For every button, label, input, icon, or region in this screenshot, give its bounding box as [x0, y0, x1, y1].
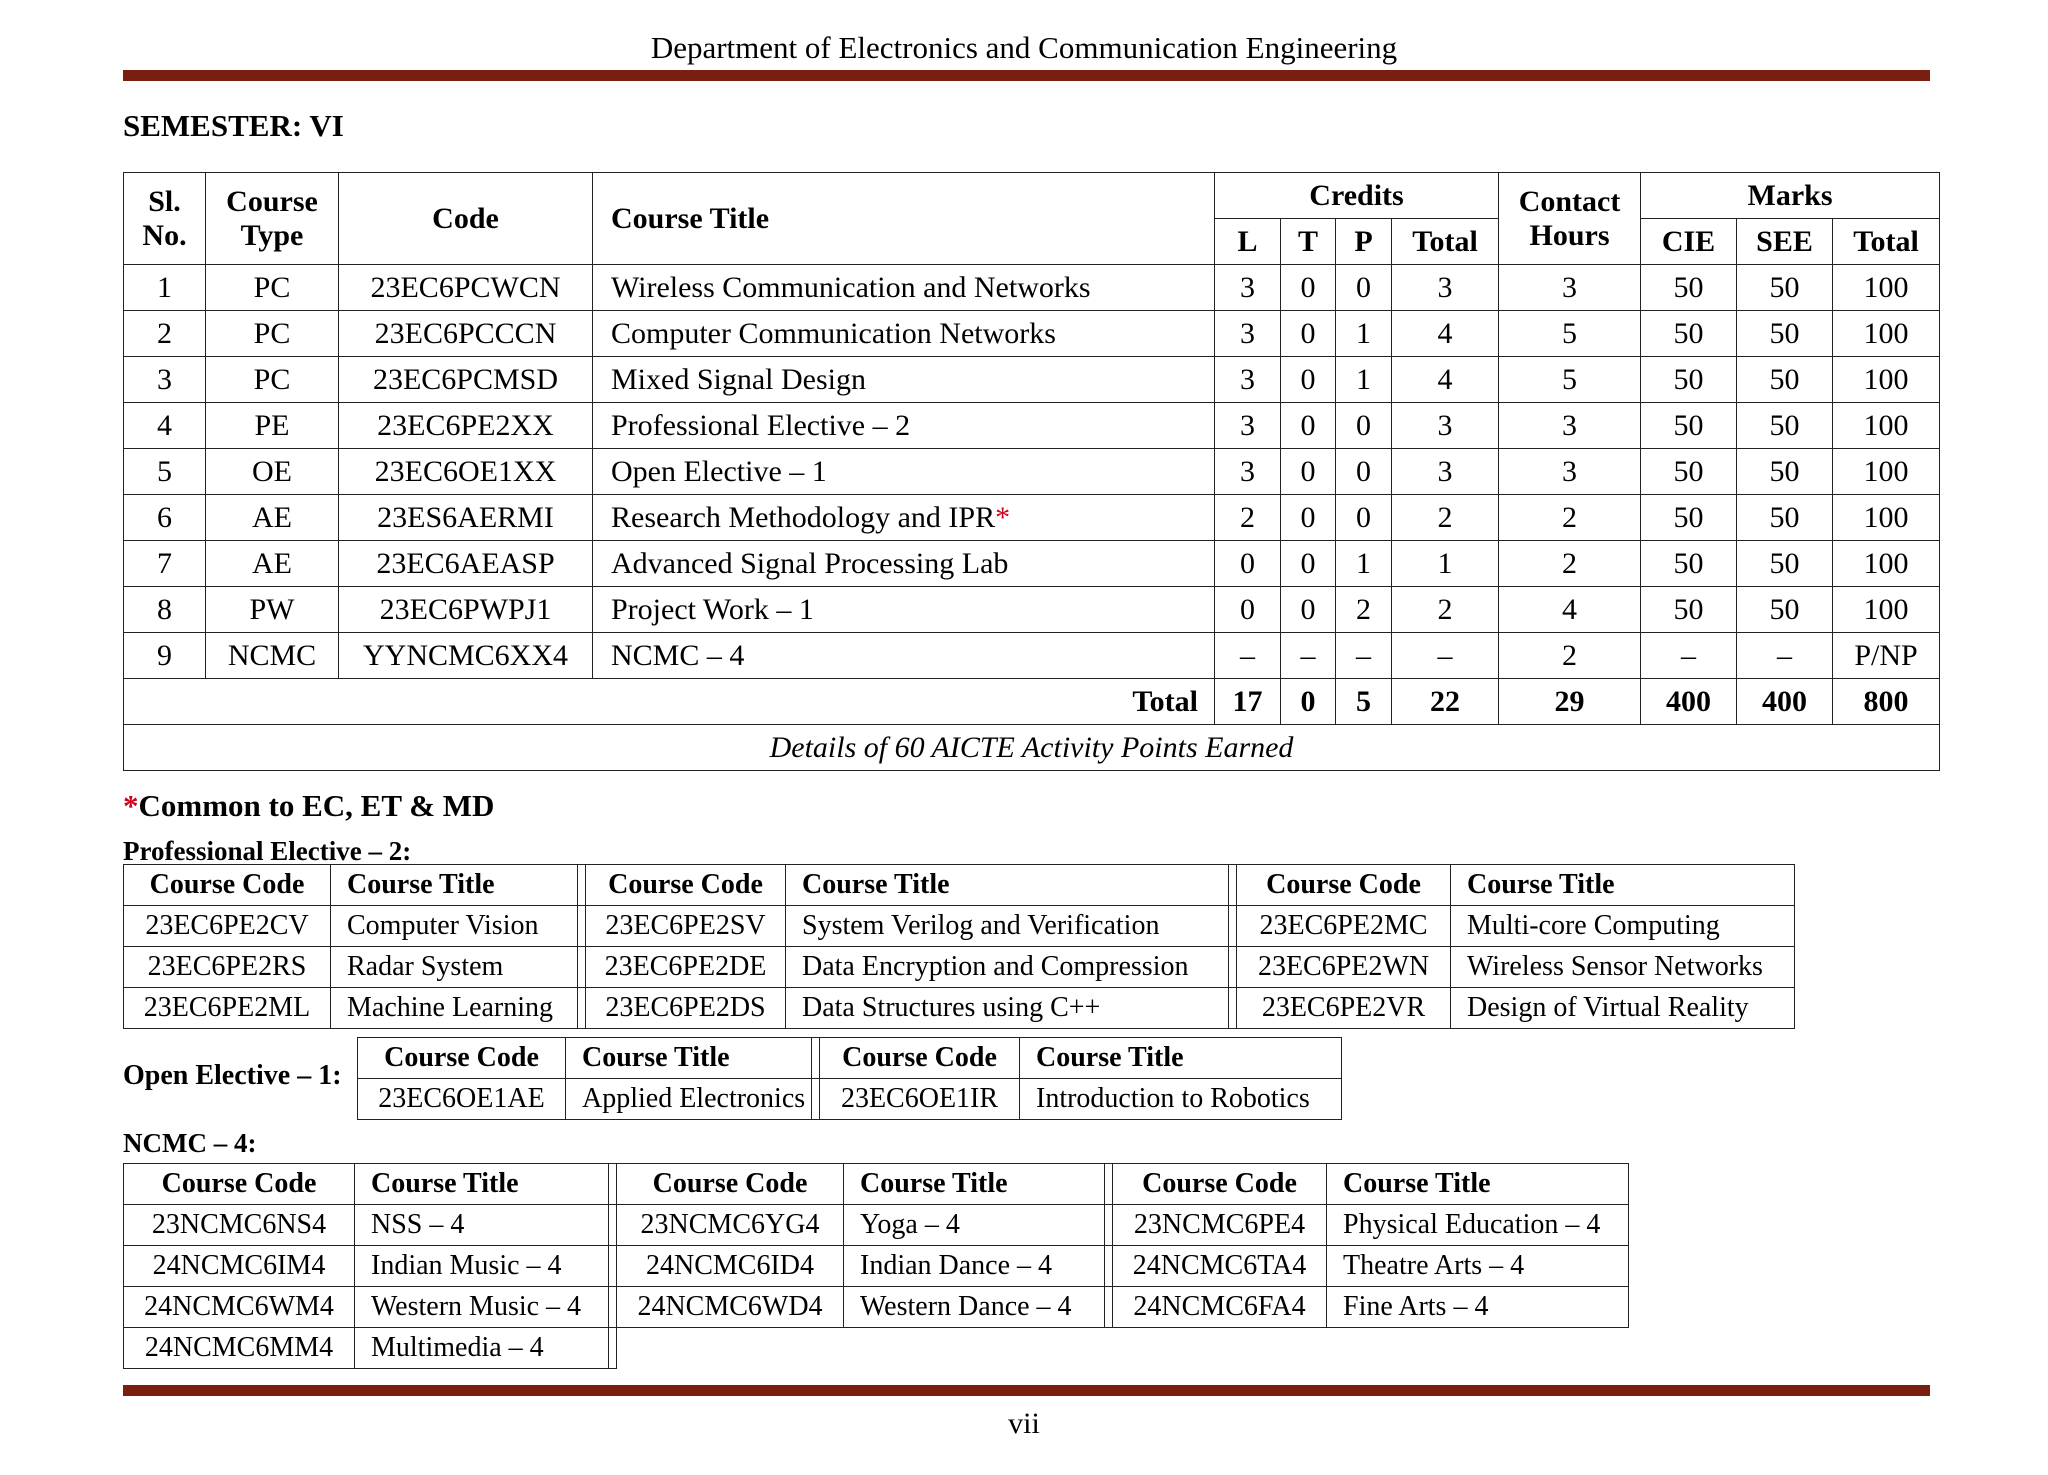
course-code: 23EC6OE1IR — [820, 1079, 1020, 1120]
table-row — [124, 947, 1795, 988]
marks-cie: 50 — [1641, 495, 1737, 541]
course-type: OE — [206, 449, 339, 495]
column-divider — [578, 906, 586, 947]
course-row — [124, 357, 1940, 403]
marks-see: 50 — [1737, 541, 1833, 587]
course-title-header: Course Title — [786, 865, 1229, 906]
footer-rule — [123, 1385, 1930, 1396]
course-title — [593, 403, 1215, 449]
credit-P: 2 — [1336, 587, 1392, 633]
contact-hours: 2 — [1499, 541, 1641, 587]
contact-hours: 2 — [1499, 633, 1641, 679]
credit-L: 3 — [1215, 403, 1281, 449]
column-divider — [1105, 1205, 1113, 1246]
credit-L: 3 — [1215, 357, 1281, 403]
credit-L: 0 — [1215, 541, 1281, 587]
course-code: 24NCMC6TA4 — [1113, 1246, 1327, 1287]
course-title-header: Course Title — [355, 1164, 609, 1205]
page-number: vii — [1008, 1407, 1040, 1440]
contact-hours: 4 — [1499, 587, 1641, 633]
credit-T: 0 — [1281, 587, 1336, 633]
course-code: 23NCMC6YG4 — [617, 1205, 844, 1246]
marks-cie: – — [1641, 633, 1737, 679]
sl-no: 9 — [124, 633, 206, 679]
course-code: YYNCMC6XX4 — [339, 633, 593, 679]
credit-T: – — [1281, 633, 1336, 679]
course-row — [124, 541, 1940, 587]
course-title: Indian Music – 4 — [355, 1246, 609, 1287]
credit-P: 0 — [1336, 403, 1392, 449]
totals-credits: 22 — [1392, 679, 1499, 725]
marks-cie: 50 — [1641, 541, 1737, 587]
course-type: PC — [206, 311, 339, 357]
marks-total: 100 — [1833, 403, 1940, 449]
marks-see: 50 — [1737, 495, 1833, 541]
course-title — [593, 587, 1215, 633]
course-code-header: Course Code — [617, 1164, 844, 1205]
sl-no: 6 — [124, 495, 206, 541]
totals-hours: 29 — [1499, 679, 1641, 725]
course-code: 24NCMC6ID4 — [617, 1246, 844, 1287]
course-code: 23EC6PE2VR — [1237, 988, 1451, 1029]
course-code-header: Course Code — [124, 1164, 355, 1205]
marks-total: 100 — [1833, 541, 1940, 587]
sl-no: 7 — [124, 541, 206, 587]
course-title-text: Research Methodology and IPR — [611, 500, 996, 534]
totals-P: 5 — [1336, 679, 1392, 725]
course-title: Fine Arts – 4 — [1327, 1287, 1629, 1328]
marks-see: 50 — [1737, 403, 1833, 449]
course-row — [124, 495, 1940, 541]
credit-T: 0 — [1281, 449, 1336, 495]
marks-see: 50 — [1737, 265, 1833, 311]
totals-L: 17 — [1215, 679, 1281, 725]
course-code: 23NCMC6NS4 — [124, 1205, 355, 1246]
course-code: 24NCMC6FA4 — [1113, 1287, 1327, 1328]
marks-see: 50 — [1737, 587, 1833, 633]
course-code: 24NCMC6WM4 — [124, 1287, 355, 1328]
sl-no: 3 — [124, 357, 206, 403]
course-title-header: Course Title — [1327, 1164, 1629, 1205]
semester-course-table — [123, 172, 1940, 771]
course-type: AE — [206, 495, 339, 541]
credit-total: 3 — [1392, 403, 1499, 449]
marks-cie: 50 — [1641, 265, 1737, 311]
table-row — [124, 1246, 1629, 1287]
column-divider — [609, 1164, 617, 1205]
course-title: Machine Learning — [331, 988, 578, 1029]
course-code-header: Course Code — [124, 865, 331, 906]
course-code-header: Course Code — [358, 1038, 566, 1079]
semester-heading: SEMESTER: VI — [123, 108, 344, 143]
aicte-row — [124, 725, 1940, 771]
credit-total: 2 — [1392, 587, 1499, 633]
marks-total: 100 — [1833, 587, 1940, 633]
course-row — [124, 449, 1940, 495]
header-rule — [123, 70, 1930, 81]
header-code: Code — [339, 173, 593, 265]
course-code: 23EC6PE2XX — [339, 403, 593, 449]
course-title: Western Music – 4 — [355, 1287, 609, 1328]
course-code: 23EC6PE2MC — [1237, 906, 1451, 947]
credit-T: 0 — [1281, 357, 1336, 403]
column-divider — [1105, 1164, 1113, 1205]
department-header: Department of Electronics and Communication Engineering — [650, 30, 1398, 65]
column-divider — [1229, 988, 1237, 1029]
course-row — [124, 403, 1940, 449]
course-code-header: Course Code — [1237, 865, 1451, 906]
marks-total: 100 — [1833, 265, 1940, 311]
empty-cell — [617, 1328, 844, 1369]
column-divider — [812, 1079, 820, 1120]
course-code: 23EC6PE2RS — [124, 947, 331, 988]
marks-cie: 50 — [1641, 311, 1737, 357]
credit-P: 0 — [1336, 495, 1392, 541]
course-title-text: Open Elective – 1 — [611, 454, 827, 488]
column-divider — [609, 1205, 617, 1246]
course-code-header: Course Code — [820, 1038, 1020, 1079]
course-title-text: Wireless Communication and Networks — [611, 270, 1091, 304]
column-divider — [578, 865, 586, 906]
course-title-text: Project Work – 1 — [611, 592, 814, 626]
column-divider — [1229, 947, 1237, 988]
credit-L: 3 — [1215, 449, 1281, 495]
table-row — [124, 1287, 1629, 1328]
course-title: Multi-core Computing — [1451, 906, 1795, 947]
marks-cie: 50 — [1641, 587, 1737, 633]
credit-P: 1 — [1336, 357, 1392, 403]
course-code: 24NCMC6MM4 — [124, 1328, 355, 1369]
marks-see: 50 — [1737, 311, 1833, 357]
course-title — [593, 265, 1215, 311]
credit-total: 1 — [1392, 541, 1499, 587]
course-code: 23EC6PCCCN — [339, 311, 593, 357]
course-title — [593, 311, 1215, 357]
sl-no: 2 — [124, 311, 206, 357]
credit-total: 4 — [1392, 357, 1499, 403]
column-divider — [812, 1038, 820, 1079]
credit-L: 3 — [1215, 311, 1281, 357]
course-row — [124, 633, 1940, 679]
course-title: System Verilog and Verification — [786, 906, 1229, 947]
course-type: NCMC — [206, 633, 339, 679]
course-code-header: Course Code — [586, 865, 786, 906]
column-divider — [1105, 1246, 1113, 1287]
course-code-header: Course Code — [1113, 1164, 1327, 1205]
credit-P: 0 — [1336, 449, 1392, 495]
marks-total: 100 — [1833, 495, 1940, 541]
marks-see: 50 — [1737, 449, 1833, 495]
course-title — [593, 633, 1215, 679]
course-code: 23ES6AERMI — [339, 495, 593, 541]
aicte-note: Details of 60 AICTE Activity Points Earned — [124, 725, 1940, 771]
course-title: NSS – 4 — [355, 1205, 609, 1246]
sl-no: 8 — [124, 587, 206, 633]
contact-hours: 2 — [1499, 495, 1641, 541]
course-title-text: NCMC – 4 — [611, 638, 745, 672]
course-code: 23NCMC6PE4 — [1113, 1205, 1327, 1246]
empty-cell — [844, 1328, 1105, 1369]
common-note — [123, 788, 494, 824]
course-code: 24NCMC6IM4 — [124, 1246, 355, 1287]
course-title: Introduction to Robotics — [1020, 1079, 1342, 1120]
credit-total: 4 — [1392, 311, 1499, 357]
course-code: 23EC6PE2WN — [1237, 947, 1451, 988]
header-marks-total: Total — [1833, 219, 1940, 265]
course-title: Yoga – 4 — [844, 1205, 1105, 1246]
common-note-text: Common to EC, ET & MD — [138, 788, 495, 823]
course-code: 23EC6PE2CV — [124, 906, 331, 947]
course-type: AE — [206, 541, 339, 587]
credit-L: 3 — [1215, 265, 1281, 311]
header-P: P — [1336, 219, 1392, 265]
course-type: PW — [206, 587, 339, 633]
marks-cie: 50 — [1641, 403, 1737, 449]
credit-total: 3 — [1392, 449, 1499, 495]
course-title-header: Course Title — [1020, 1038, 1342, 1079]
course-row — [124, 587, 1940, 633]
course-code: 23EC6PE2SV — [586, 906, 786, 947]
asterisk-mark: * — [123, 788, 139, 823]
course-title — [593, 357, 1215, 403]
course-code: 23EC6PE2DS — [586, 988, 786, 1029]
professional-elective-label: Professional Elective – 2: — [123, 836, 412, 866]
marks-total: 100 — [1833, 311, 1940, 357]
professional-elective-table — [123, 864, 1795, 1029]
course-title: Wireless Sensor Networks — [1451, 947, 1795, 988]
credit-total: 3 — [1392, 265, 1499, 311]
totals-T: 0 — [1281, 679, 1336, 725]
course-code: 23EC6OE1AE — [358, 1079, 566, 1120]
course-title-text: Advanced Signal Processing Lab — [611, 546, 1009, 580]
ncmc-label: NCMC – 4: — [123, 1128, 257, 1158]
course-title — [593, 495, 1215, 541]
contact-hours: 3 — [1499, 449, 1641, 495]
course-title-text: Professional Elective – 2 — [611, 408, 911, 442]
open-elective-label: Open Elective – 1: — [123, 1060, 342, 1091]
contact-hours: 5 — [1499, 311, 1641, 357]
open-elective-table — [357, 1037, 1342, 1120]
column-divider — [578, 947, 586, 988]
course-code: 23EC6PE2DE — [586, 947, 786, 988]
course-code: 23EC6AEASP — [339, 541, 593, 587]
header-see: SEE — [1737, 219, 1833, 265]
totals-cie: 400 — [1641, 679, 1737, 725]
contact-hours: 3 — [1499, 403, 1641, 449]
course-title: Applied Electronics — [566, 1079, 812, 1120]
credit-T: 0 — [1281, 403, 1336, 449]
course-title-header: Course Title — [566, 1038, 812, 1079]
course-code: 24NCMC6WD4 — [617, 1287, 844, 1328]
course-title-text: Computer Communication Networks — [611, 316, 1056, 350]
credit-L: 0 — [1215, 587, 1281, 633]
course-title: Data Encryption and Compression — [786, 947, 1229, 988]
course-title-header: Course Title — [1451, 865, 1795, 906]
credit-T: 0 — [1281, 495, 1336, 541]
header-T: T — [1281, 219, 1336, 265]
course-code: 23EC6PE2ML — [124, 988, 331, 1029]
contact-hours: 5 — [1499, 357, 1641, 403]
marks-total: 100 — [1833, 449, 1940, 495]
column-divider — [1105, 1287, 1113, 1328]
course-title — [593, 449, 1215, 495]
totals-label: Total — [124, 679, 1215, 725]
course-title-text: Mixed Signal Design — [611, 362, 866, 396]
table-row — [124, 906, 1795, 947]
sl-no: 5 — [124, 449, 206, 495]
table-row — [124, 1328, 1629, 1369]
course-title-header: Course Title — [844, 1164, 1105, 1205]
column-divider — [1229, 906, 1237, 947]
header-L: L — [1215, 219, 1281, 265]
table-row — [124, 1205, 1629, 1246]
column-divider — [609, 1246, 617, 1287]
credit-total: 2 — [1392, 495, 1499, 541]
totals-see: 400 — [1737, 679, 1833, 725]
header-contact-hours: Contact Hours — [1499, 173, 1641, 265]
asterisk-mark: * — [995, 500, 1011, 534]
marks-total: P/NP — [1833, 633, 1940, 679]
header-course-type: Course Type — [206, 173, 339, 265]
header-sl-no: Sl. No. — [124, 173, 206, 265]
course-title: Theatre Arts – 4 — [1327, 1246, 1629, 1287]
column-divider — [578, 988, 586, 1029]
totals-marks: 800 — [1833, 679, 1940, 725]
column-divider — [609, 1287, 617, 1328]
column-divider — [1105, 1328, 1113, 1369]
credit-P: – — [1336, 633, 1392, 679]
credit-L: – — [1215, 633, 1281, 679]
course-code: 23EC6PCMSD — [339, 357, 593, 403]
course-code: 23EC6PCWCN — [339, 265, 593, 311]
course-title: Physical Education – 4 — [1327, 1205, 1629, 1246]
course-title: Western Dance – 4 — [844, 1287, 1105, 1328]
table-row — [358, 1079, 1342, 1120]
credit-P: 1 — [1336, 311, 1392, 357]
course-type: PE — [206, 403, 339, 449]
credit-P: 0 — [1336, 265, 1392, 311]
course-title: Design of Virtual Reality — [1451, 988, 1795, 1029]
course-code: 23EC6OE1XX — [339, 449, 593, 495]
table-row — [124, 988, 1795, 1029]
course-title: Radar System — [331, 947, 578, 988]
credit-T: 0 — [1281, 541, 1336, 587]
sl-no: 4 — [124, 403, 206, 449]
header-course-title: Course Title — [593, 173, 1215, 265]
column-divider — [1229, 865, 1237, 906]
credit-T: 0 — [1281, 265, 1336, 311]
marks-see: – — [1737, 633, 1833, 679]
credit-L: 2 — [1215, 495, 1281, 541]
marks-total: 100 — [1833, 357, 1940, 403]
marks-cie: 50 — [1641, 449, 1737, 495]
course-title: Indian Dance – 4 — [844, 1246, 1105, 1287]
credit-total: – — [1392, 633, 1499, 679]
credit-T: 0 — [1281, 311, 1336, 357]
course-title — [593, 541, 1215, 587]
contact-hours: 3 — [1499, 265, 1641, 311]
column-divider — [609, 1328, 617, 1369]
course-code: 23EC6PWPJ1 — [339, 587, 593, 633]
ncmc-table — [123, 1163, 1629, 1369]
header-credits-total: Total — [1392, 219, 1499, 265]
course-type: PC — [206, 265, 339, 311]
empty-cell — [1113, 1328, 1327, 1369]
header-credits: Credits — [1215, 173, 1499, 219]
course-title: Data Structures using C++ — [786, 988, 1229, 1029]
course-title-header: Course Title — [331, 865, 578, 906]
empty-cell — [1327, 1328, 1629, 1369]
course-row — [124, 265, 1940, 311]
credit-P: 1 — [1336, 541, 1392, 587]
sl-no: 1 — [124, 265, 206, 311]
course-type: PC — [206, 357, 339, 403]
marks-cie: 50 — [1641, 357, 1737, 403]
marks-see: 50 — [1737, 357, 1833, 403]
course-title: Computer Vision — [331, 906, 578, 947]
course-title: Multimedia – 4 — [355, 1328, 609, 1369]
course-row — [124, 311, 1940, 357]
header-cie: CIE — [1641, 219, 1737, 265]
totals-row — [124, 679, 1940, 725]
header-marks: Marks — [1641, 173, 1940, 219]
